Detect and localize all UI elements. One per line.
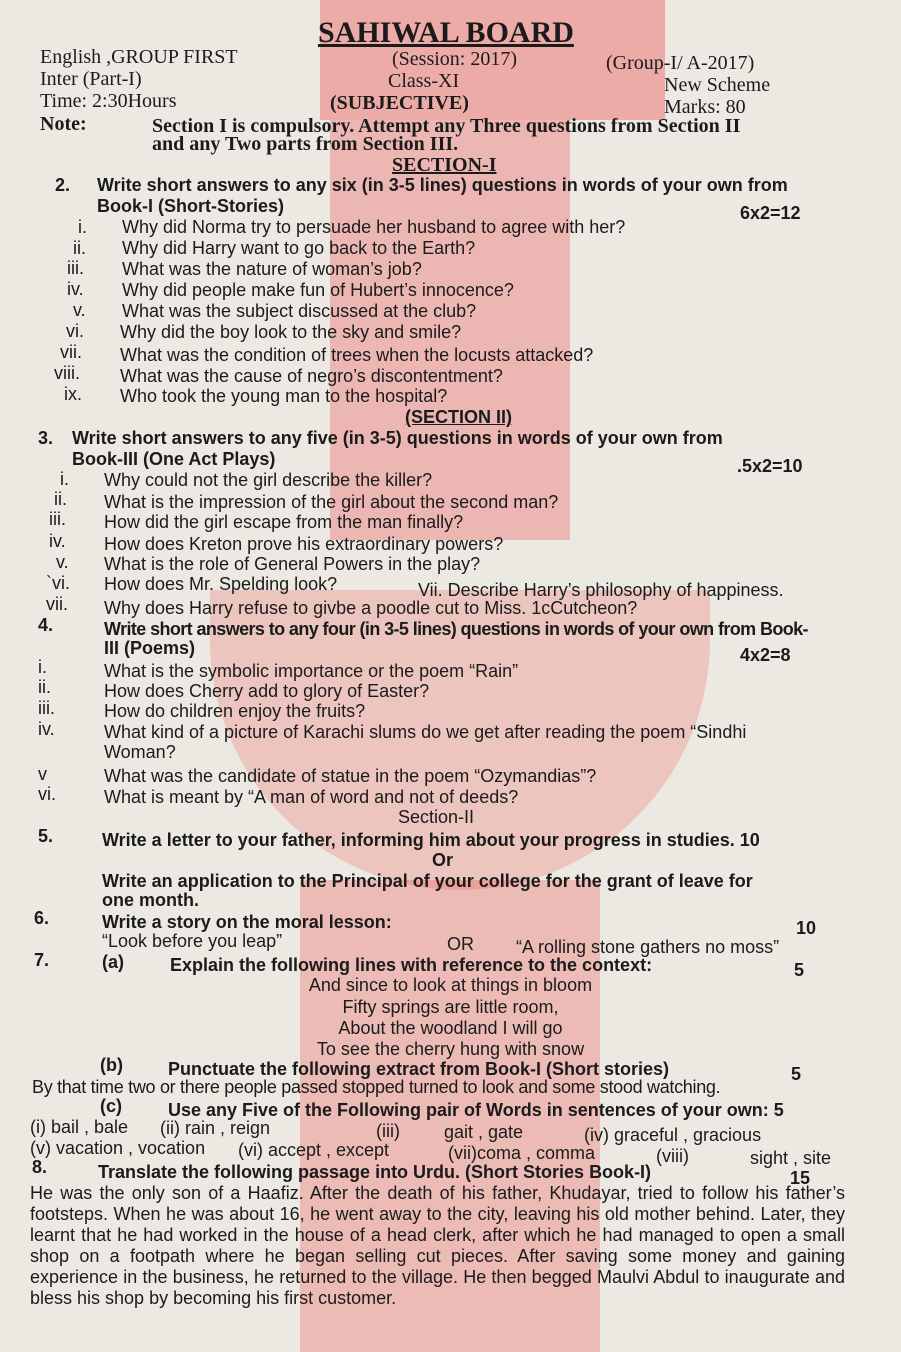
q3-item-7-text: Why does Harry refuse to givbe a poodle cut to Miss. 1cCutcheon? [104, 598, 638, 618]
q4-number: 4. [38, 615, 54, 635]
q3-item-3-number: iii. [49, 509, 66, 529]
q3-instruction-1: Write short answers to any five (in 3-5) questions in words of your own from [72, 428, 723, 448]
q7a-marks: 5 [794, 960, 805, 980]
q3-item-4-number: iv. [49, 531, 66, 551]
q4-item-2-text: How does Cherry add to glory of Easter? [104, 681, 430, 701]
q4-item-1-number: i. [38, 657, 47, 677]
group-label: (Group-I/ A-2017) [606, 52, 755, 74]
q2-item-9-text: Who took the young man to the hospital? [120, 386, 448, 406]
q4-item-3-text: How do children enjoy the fruits? [104, 701, 366, 721]
q3-item-1-number: i. [60, 469, 69, 489]
q2-item-6-number: vi. [66, 321, 84, 341]
poem-line-2: Fifty springs are little room, [342, 997, 559, 1017]
part-label: Inter (Part-I) [40, 68, 142, 90]
q3-extra-item: Vii. Describe Harry’s philosophy of happiness. [418, 580, 784, 600]
q6-text: Write a story on the moral lesson: [102, 912, 392, 932]
q7c-text: Use any Five of the Following pair of Words in sentences of your own: 5 [168, 1100, 784, 1120]
q7-number: 7. [34, 950, 50, 970]
q2-item-3-number: iii. [67, 258, 84, 278]
q6-option-1: “Look before you leap” [102, 931, 283, 951]
note-line-2: and any Two parts from Section III. [152, 133, 459, 155]
q3-item-5-number: v. [56, 552, 69, 572]
q4-item-6-text: What is meant by “A man of word and not of deeds? [104, 787, 519, 807]
q2-item-1-text: Why did Norma try to persuade her husband to agree with her? [122, 217, 626, 237]
word-pair-2: (ii) rain , reign [160, 1118, 271, 1138]
word-pair-5: (v) vacation , vocation [30, 1138, 206, 1158]
q5-line-3: one month. [102, 890, 199, 910]
q8-marks: 15 [790, 1168, 811, 1188]
word-pair-1: (i) bail , bale [30, 1117, 129, 1137]
q2-item-3-text: What was the nature of woman’s job? [122, 259, 422, 279]
q4-item-1-text: What is the symbolic importance or the poem “Rain” [104, 661, 519, 681]
q2-instruction-2: Book-I (Short-Stories) [97, 196, 284, 216]
q3-marks: .5x2=10 [737, 456, 803, 476]
poem-line-4: To see the cherry hung with snow [316, 1039, 585, 1059]
q3-item-3-text: How did the girl escape from the man finally? [104, 512, 464, 532]
q2-item-1-number: i. [78, 217, 87, 237]
section-1-heading: SECTION-I [392, 154, 497, 176]
q4-item-3-number: iii. [38, 698, 55, 718]
q4-instruction-2: III (Poems) [104, 638, 196, 658]
q6-or: OR [447, 934, 474, 954]
q2-item-4-number: iv. [67, 279, 84, 299]
q2-item-4-text: Why did people make fun of Hubert’s innocence? [122, 280, 514, 300]
q5-or: Or [432, 850, 454, 870]
q2-number: 2. [55, 175, 71, 195]
q6-number: 6. [34, 908, 50, 928]
section-2-heading: (SECTION II) [405, 407, 512, 427]
q8-number: 8. [32, 1157, 48, 1177]
q4-instruction-1: Write short answers to any four (in 3-5 lines) questions in words of your own from Book- [104, 619, 808, 639]
q4-item-4-number: iv. [38, 719, 55, 739]
subjective-label: (SUBJECTIVE) [330, 92, 469, 114]
q5-line-2: Write an application to the Principal of your college for the grant of leave for [102, 871, 753, 891]
q2-item-9-number: ix. [64, 384, 82, 404]
word-pair-3-number: (iii) [376, 1121, 400, 1141]
translation-passage: He was the only son of a Haafiz. After the death of his father, Khudayar, tried to follow his father’s footsteps. When he was about 16, he went away to the city, leaving his old mother behind. Later, they learnt that he had worked in the house of a head clerk, after which he had managed to open a small shop on a footpath where he began selling cut pieces. After saving some money and gaining experience in the business, he returned to the village. He then begged Maulvi Abdul to inaugurate and bless his shop by becoming his first customer. [30, 1183, 845, 1308]
q2-marks: 6x2=12 [740, 203, 801, 223]
q3-item-6-text: How does Mr. Spelding look? [104, 574, 338, 594]
q6-option-2: “A rolling stone gathers no moss” [516, 937, 780, 957]
q3-item-7-number: vii. [46, 594, 68, 614]
q3-item-1-text: Why could not the girl describe the killer? [104, 470, 433, 490]
q3-item-2-text: What is the impression of the girl about the second man? [104, 492, 559, 512]
q2-item-2-number: ii. [73, 238, 86, 258]
q2-item-5-text: What was the subject discussed at the club? [122, 301, 477, 321]
q8-text: Translate the following passage into Urdu. (Short Stories Book-I) [98, 1162, 652, 1182]
word-pair-8: sight , site [750, 1148, 832, 1168]
word-pair-8-number: (viii) [656, 1146, 689, 1166]
session-label: (Session: 2017) [392, 48, 517, 70]
q7c-label: (c) [100, 1096, 122, 1116]
q7a-text: Explain the following lines with reference to the context: [170, 955, 653, 975]
q3-instruction-2: Book-III (One Act Plays) [72, 449, 276, 469]
time-label: Time: 2:30Hours [40, 90, 177, 112]
q6-marks: 10 [796, 918, 817, 938]
q2-item-8-number: viii. [54, 363, 80, 383]
q4-item-4-continued: Woman? [104, 742, 176, 762]
q2-instruction-1: Write short answers to any six (in 3-5 lines) questions in words of your own from [97, 175, 788, 195]
board-title: SAHIWAL BOARD [318, 16, 574, 49]
class-label: Class-XI [388, 70, 460, 92]
q4-item-5-number: v [38, 764, 47, 784]
word-pair-7: (vii)coma , comma [448, 1143, 596, 1163]
poem-line-3: About the woodland I will go [338, 1018, 563, 1038]
q7b-text: Punctuate the following extract from Book-I (Short stories) [168, 1059, 670, 1079]
q7b-extract: By that time two or there people passed stopped turned to look and some stood watching. [32, 1077, 721, 1097]
q4-marks: 4x2=8 [740, 645, 791, 665]
section-3-heading: Section-II [398, 807, 475, 827]
poem-line-1: And since to look at things in bloom [308, 975, 593, 995]
q7a-label: (a) [102, 952, 124, 972]
subject-label: English ,GROUP FIRST [40, 46, 238, 68]
q3-item-5-text: What is the role of General Powers in the play? [104, 554, 481, 574]
q5-number: 5. [38, 826, 54, 846]
q2-item-7-number: vii. [60, 342, 82, 362]
marks-label: Marks: 80 [664, 96, 746, 118]
q5-line-1: Write a letter to your father, informing him about your progress in studies. 10 [102, 830, 760, 850]
scheme-label: New Scheme [664, 74, 771, 96]
word-pair-6: (vi) accept , except [238, 1140, 390, 1160]
word-pair-4: (iv) graceful , gracious [584, 1125, 762, 1145]
q2-item-8-text: What was the cause of negro’s discontentment? [120, 366, 503, 386]
q2-item-5-number: v. [73, 300, 86, 320]
q7b-label: (b) [100, 1055, 123, 1075]
q3-item-4-text: How does Kreton prove his extraordinary powers? [104, 534, 504, 554]
q4-item-5-text: What was the candidate of statue in the poem “Ozymandias”? [104, 766, 597, 786]
q2-item-7-text: What was the condition of trees when the locusts attacked? [120, 345, 594, 365]
q2-item-6-text: Why did the boy look to the sky and smile? [120, 322, 462, 342]
q3-item-6-number: `vi. [46, 573, 70, 593]
q3-number: 3. [38, 428, 54, 448]
q2-item-2-text: Why did Harry want to go back to the Earth? [122, 238, 476, 258]
note-label: Note: [40, 113, 87, 135]
q4-item-2-number: ii. [38, 677, 51, 697]
q4-item-4-text: What kind of a picture of Karachi slums do we get after reading the poem “Sindhi [104, 722, 747, 742]
q4-item-6-number: vi. [38, 784, 56, 804]
q7b-marks: 5 [791, 1064, 802, 1084]
word-pair-3: gait , gate [444, 1122, 524, 1142]
note-line-1: Section I is compulsory. Attempt any Three questions from Section II [152, 115, 741, 137]
q3-item-2-number: ii. [54, 489, 67, 509]
